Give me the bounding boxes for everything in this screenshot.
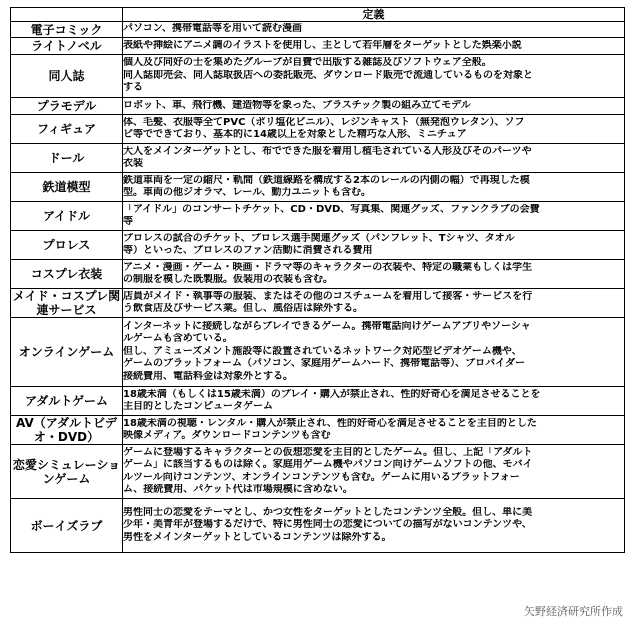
definition-line: パソコン、携帯電話等を用いて読む漫画 [123,23,302,35]
definition-cell [123,115,625,144]
term-cell: 恋愛シミュレーションゲーム [11,445,123,499]
definition-line: ゲーム」に該当するものは除く。家庭用ゲーム機やパソコン向けゲームソフトの他、モバイ [123,459,533,470]
definition-line: プロレスの試合のチケット、プロレス選手関連グッズ（パンフレット、Tシャツ、タオル [123,232,515,244]
definition-line: 男性同士の恋愛をテーマとし、かつ女性をターゲットとしたコンテンツ全般。但し、単に美 [123,506,533,518]
term-cell: コスプレ衣装 [11,260,123,289]
term-cell: ボーイズラブ [11,499,123,553]
definition-line: 接続費用、電話料金は対象外とする。 [123,370,293,382]
definition-line: 少年・美青年が登場するだけで、特に男性同士の恋愛についての描写がないコンテンツや、 [123,519,532,531]
table-row [11,445,625,499]
table-row [11,499,625,553]
table-row [11,115,625,144]
definition-line: ゲームのプラットフォーム（パソコン、家庭用ゲームハード、携帯電話等）、プロバイダー [123,358,526,370]
header-row [11,8,625,22]
definition-line: 個人及び同好の士を集めたグループが自費で出版する雑誌及びソフトウェア全般。 [123,57,492,69]
term-cell: 同人誌 [11,55,123,98]
definition-line: 映像メディア。ダウンロードコンテンツも含む [123,430,331,441]
definition-cell [123,173,625,202]
definition-line: ム、接続費用、パケット代は市場規模に含めない。 [123,484,353,495]
table-row [11,22,625,38]
definition-line: ルゲームも含めている。 [123,333,233,345]
definition-cell [123,289,625,318]
definition-line: する [123,82,143,94]
definition-line: 男性をメインターゲットとしているコンテンツは除外する。 [123,531,392,543]
definition-line: 衣装 [123,158,143,169]
definition-column-header: 定義 [123,8,625,22]
term-cell: オンラインゲーム [11,318,123,387]
table-row [11,260,625,289]
term-cell: メイド・コスプレ関連サービス [11,289,123,318]
definition-line: 但し、アミューズメント施設等に設置されているネットワーク対応型ビデオゲーム機や、 [123,345,522,357]
definition-line: 同人誌即売会、同人誌取扱店への委託販売、ダウンロード販売で流通しているものを対象と [123,69,533,81]
definition-cell [123,231,625,260]
definition-line: 大人をメインターゲットとし、布でできた服を着用し植毛されている人形及びそのパーツや [123,145,532,157]
definition-cell [123,98,625,115]
term-cell: 鉄道模型 [11,173,123,202]
term-column-header [11,8,123,22]
table-row [11,289,625,318]
definition-cell [123,499,625,553]
definition-line: う飲食店及びサービス業。但し、風俗店は除外する。 [123,303,363,314]
definition-cell [123,38,625,55]
source-note: 矢野経済研究所作成 [524,605,623,618]
definition-cell [123,445,625,499]
definition-line: 等）といった、プロレスのファン活動に消費される費用 [123,245,373,256]
table-row [11,416,625,445]
definition-line: 店員がメイド・執事等の服装、またはその他のコスチュームを着用して接客・サービスを行 [123,290,533,302]
definition-cell [123,55,625,98]
table-row [11,55,625,98]
term-cell: プロレス [11,231,123,260]
term-cell: アイドル [11,202,123,231]
definitions-table [10,7,625,553]
definition-cell [123,387,625,416]
table-row [11,387,625,416]
definition-cell [123,416,625,445]
term-cell: AV（アダルトビデオ・DVD） [11,416,123,445]
term-cell: 電子コミック [11,22,123,38]
definition-line: の制服を模した既製服。仮装用の衣装も含む。 [123,274,333,285]
definition-line: ルツール向けコンテンツ、オンラインコンテンツも含む。ゲームに用いるプラットフォー [123,471,520,483]
definition-line: 等 [123,216,133,227]
table-row [11,144,625,173]
definition-cell [123,22,625,38]
table-row [11,173,625,202]
definition-line: 体、毛髪、衣服等全てPVC（ポリ塩化ビニル）、レジンキャスト（無発泡ウレタン）、ソフ [123,116,525,128]
table-row [11,202,625,231]
definition-line: 18歳未満の視聴・レンタル・購入が禁止され、性的好奇心を満足させることを主目的とした [123,417,537,429]
term-cell: アダルトゲーム [11,387,123,416]
term-cell: ライトノベル [11,38,123,55]
definition-line: 表紙や挿絵にアニメ調のイラストを使用し、主として若年層をターゲットとした娯楽小説 [123,39,522,51]
table-row [11,38,625,55]
definition-line: ロボット、車、飛行機、建造物等を象った、プラスチック製の組み立てモデル [123,99,471,111]
definition-line: 18歳未満（もしくは15歳未満）のプレイ・購入が禁止され、性的好奇心を満足させることを [123,388,541,400]
table-row [11,98,625,115]
definition-line: アニメ・漫画・ゲーム・映画・ドラマ等のキャラクターの衣装や、特定の職業もしくは学生 [123,261,533,273]
definition-line: 型。車両の他ジオラマ、レール、動力ユニットも含む。 [123,187,371,198]
definition-line: ゲームに登場するキャラクターとの仮想恋愛を主目的としたゲーム。但し、上記「アダルト [123,446,533,458]
definition-cell [123,144,625,173]
definition-cell [123,318,625,387]
definition-line: ビ等でできており、基本的に14歳以上を対象とした精巧な人形、ミニチュア [123,129,467,140]
table-row [11,318,625,387]
definition-line: 鉄道車両を一定の縮尺・軌間（鉄道線路を構成する2本のレールの内側の幅）で再現した模 [123,174,530,186]
definition-line: 「アイドル」のコンサートチケット、CD・DVD、写真集、関連グッズ、ファンクラブの会費 [123,203,540,215]
definition-line: 主目的としたコンピュータゲーム [123,401,273,412]
term-cell: ドール [11,144,123,173]
definition-cell [123,202,625,231]
table-row [11,231,625,260]
term-cell: フィギュア [11,115,123,144]
definition-line: インターネットに接続しながらプレイできるゲーム。携帯電話向けゲームアプリやソーシャ [123,320,531,332]
definition-cell [123,260,625,289]
term-cell: プラモデル [11,98,123,115]
